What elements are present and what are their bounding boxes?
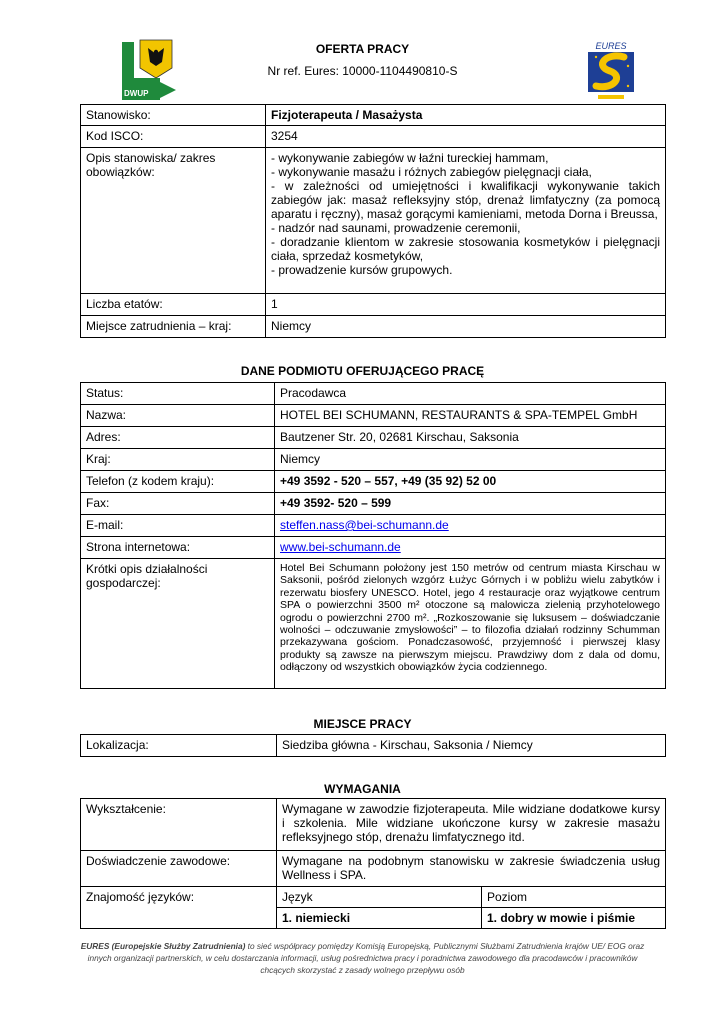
requirements-heading: WYMAGANIA bbox=[324, 782, 401, 796]
place-value: Niemcy bbox=[266, 316, 666, 338]
workplace-table bbox=[80, 734, 666, 757]
languages-label: Znajomość języków: bbox=[81, 887, 277, 929]
description-line: - prowadzenie kursów grupowych. bbox=[271, 263, 453, 277]
name-value: HOTEL BEI SCHUMANN, RESTAURANTS & SPA-TEMPEL GmbH bbox=[275, 405, 666, 427]
table-row bbox=[81, 851, 666, 887]
table-row bbox=[81, 493, 666, 515]
footer-eures-bold: EURES (Europejskie Służby Zatrudnienia) bbox=[80, 941, 246, 951]
table-row bbox=[81, 126, 666, 148]
table-row bbox=[81, 105, 666, 126]
table-row bbox=[81, 148, 666, 294]
email-link[interactable]: steffen.nass@bei-schumann.de bbox=[280, 518, 449, 532]
employer-heading: DANE PODMIOTU OFERUJĄCEGO PRACĘ bbox=[240, 364, 485, 378]
posts-label: Liczba etatów: bbox=[81, 294, 266, 316]
status-value: Pracodawca bbox=[275, 383, 666, 405]
description-line: - wykonywanie zabiegów w łaźni tureckiej hammam, bbox=[271, 151, 549, 165]
country-label: Kraj: bbox=[81, 449, 275, 471]
table-row bbox=[81, 559, 666, 689]
business-value: Hotel Bei Schumann położony jest 150 metrów od centrum miasta Kirschau w Saksonii, pośród zielonych wzgórz Łużyc Górnych i w pobliżu wielu zabytków i rezerwatu biosfery UNESCO. Hotel, jego 4 restauracje oraz wyjątkowe centrum SPA o powierzchni 3500 m² otoczone są malowicza zielenią przyhotelowego ogrodu o powierzchni 2700 m². „Rozkoszowanie się luksusem – doświadczanie wolności – odczuwanie zmysłowości” – to filozofia działań rodzinny Schumman przekazywana gościom. Ponadczasowość, przyjemność i pierwszej klasy produkty są zawsze na pierwszym miejscu. Prawdziwy dom z dala od domu, odłączony od wszystkich obowiązków życia codziennego. bbox=[275, 559, 666, 689]
address-value: Bautzener Str. 20, 02681 Kirschau, Saksonia bbox=[275, 427, 666, 449]
website-link[interactable]: www.bei-schumann.de bbox=[280, 540, 401, 554]
business-label: Krótki opis działalności gospodarczej: bbox=[81, 559, 275, 689]
location-value: Siedziba główna - Kirschau, Saksonia / Niemcy bbox=[277, 735, 666, 757]
fax-label: Fax: bbox=[81, 493, 275, 515]
description-line: - w zależności od umiejętności i kwalifikacji wykonywanie takich zabiegów jak: masaż refleksyjny stóp, drenaż limfatyczny (za pomocą aparatu i ręczny), masaż gorącymi kamieniami, metoda Dorna i Breussa, bbox=[271, 179, 660, 221]
dwup-logo-text: DWUP bbox=[124, 89, 149, 98]
phone-label: Telefon (z kodem kraju): bbox=[81, 471, 275, 493]
table-row bbox=[81, 449, 666, 471]
education-label: Wykształcenie: bbox=[81, 799, 277, 851]
experience-label: Doświadczenie zawodowe: bbox=[81, 851, 277, 887]
reference-number: Nr ref. Eures: 10000-1104490810-S bbox=[267, 64, 458, 78]
email-label: E-mail: bbox=[81, 515, 275, 537]
phone-value: +49 3592 - 520 – 557, +49 (35 92) 52 00 bbox=[275, 471, 666, 493]
posts-value: 1 bbox=[266, 294, 666, 316]
eures-logo-text: EURES bbox=[595, 41, 627, 51]
position-value: Fizjoterapeuta / Masażysta bbox=[266, 105, 666, 126]
description-value bbox=[266, 148, 666, 294]
education-value: Wymagane w zawodzie fizjoterapeuta. Mile widziane dodatkowe kursy i szkolenia. Mile widziane ukończone kursy w zakresie masażu refleksyjnego stóp, drenażu limfatycznego itd. bbox=[277, 799, 666, 851]
level-1: 1. dobry w mowie i piśmie bbox=[482, 908, 666, 929]
table-row bbox=[81, 294, 666, 316]
document-title: OFERTA PRACY bbox=[315, 42, 410, 56]
place-label: Miejsce zatrudnienia – kraj: bbox=[81, 316, 266, 338]
footer-note bbox=[80, 940, 645, 976]
footer-text: to sieć współpracy pomiędzy Komisją Europejską, Publicznymi Służbami Zatrudnienia krajów UE/ EOG oraz innych organizacji partnerskich, w celu dostarczania informacji, usług pośrednictwa pracy i poradnictwa zawodowego dla pracodawców i pracowników chcących skorzystać z zasady wolnego przepływu osób bbox=[87, 941, 645, 975]
isco-value: 3254 bbox=[266, 126, 666, 148]
table-row bbox=[81, 405, 666, 427]
offer-table bbox=[80, 104, 666, 338]
email-cell bbox=[275, 515, 666, 537]
position-label: Stanowisko: bbox=[81, 105, 266, 126]
web-label: Strona internetowa: bbox=[81, 537, 275, 559]
name-label: Nazwa: bbox=[81, 405, 275, 427]
experience-value: Wymagane na podobnym stanowisku w zakresie świadczenia usług Wellness i SPA. bbox=[277, 851, 666, 887]
isco-label: Kod ISCO: bbox=[81, 126, 266, 148]
description-line: - nadzór nad saunami, prowadzenie ceremonii, bbox=[271, 221, 521, 235]
level-column-header: Poziom bbox=[482, 887, 666, 908]
description-line: - wykonywanie masażu i różnych zabiegów pielęgnacji ciała, bbox=[271, 165, 592, 179]
workplace-heading: MIEJSCE PRACY bbox=[313, 717, 412, 731]
description-label: Opis stanowiska/ zakres obowiązków: bbox=[81, 148, 266, 294]
address-label: Adres: bbox=[81, 427, 275, 449]
description-line: - doradzanie klientom w zakresie stosowania kosmetyków i pielęgnacji ciała, sprzedaż kosmetyków, bbox=[271, 235, 660, 263]
table-row bbox=[81, 537, 666, 559]
table-row bbox=[81, 735, 666, 757]
fax-value: +49 3592- 520 – 599 bbox=[275, 493, 666, 515]
requirements-table bbox=[80, 798, 666, 929]
table-row bbox=[81, 383, 666, 405]
country-value: Niemcy bbox=[275, 449, 666, 471]
table-row bbox=[81, 799, 666, 851]
table-row bbox=[81, 316, 666, 338]
table-row bbox=[81, 427, 666, 449]
language-column-header: Język bbox=[277, 887, 482, 908]
location-label: Lokalizacja: bbox=[81, 735, 277, 757]
web-cell bbox=[275, 537, 666, 559]
table-row bbox=[81, 887, 666, 908]
status-label: Status: bbox=[81, 383, 275, 405]
language-1: 1. niemiecki bbox=[277, 908, 482, 929]
table-row bbox=[81, 515, 666, 537]
employer-table bbox=[80, 382, 666, 689]
table-row bbox=[81, 471, 666, 493]
